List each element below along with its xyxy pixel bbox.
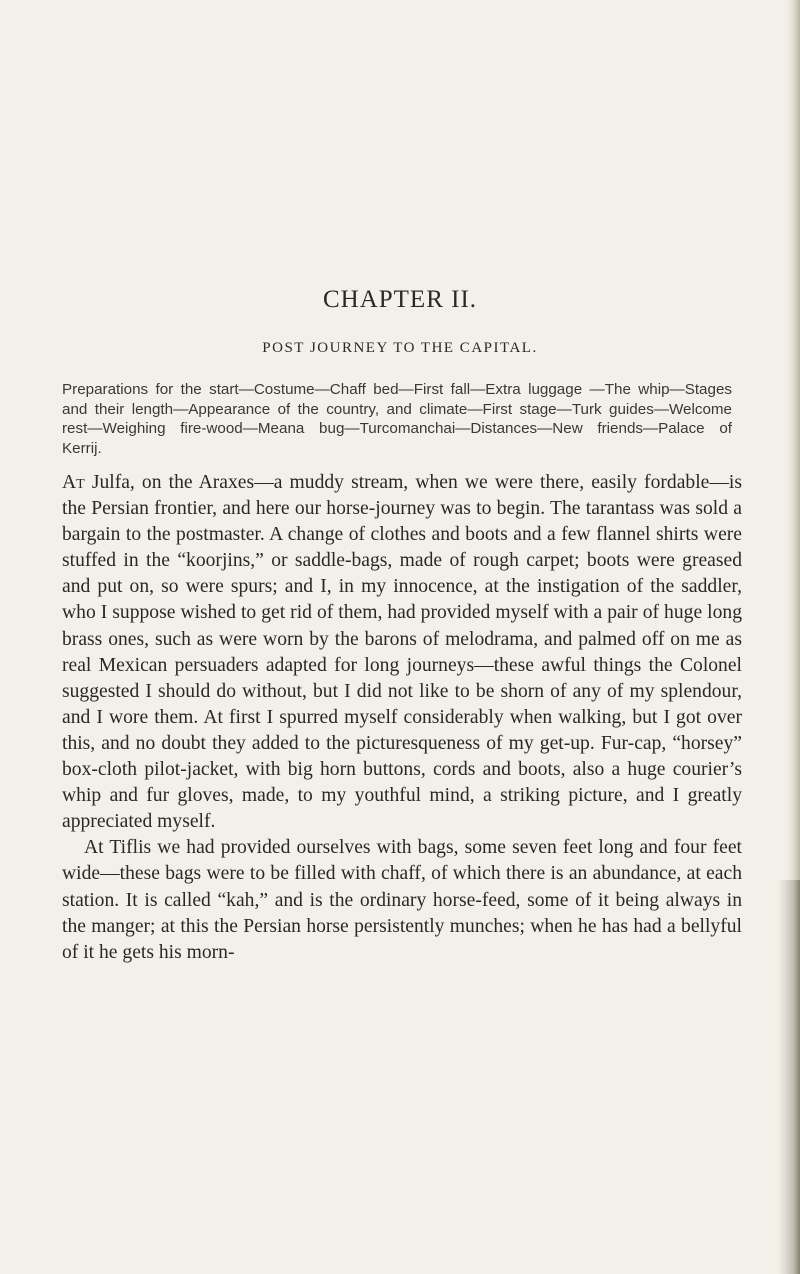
paragraph-1-text: Julfa, on the Araxes—a muddy stream, when we were there, easily fordable—is the Persian frontier, and here our horse-journey was to begin. The tarantass was sold a bargain to the postmaster. A change of clothes and boots and a few flannel shirts were stuffed in the “koorjins,” or saddle-bags, made of rough carpet; boots were greased and put on, so were spurs; and I, in my innocence, at the instigation of the saddler, who I suppose wished to get rid of them, had provided myself with a pair of huge long brass ones, such as were worn by the barons of melodrama, and palmed off on me as real Mexican persuaders adapted for long journeys—these awful things the Colonel suggested I should do without, but I did not like to be shorn of any of my splendour, and I wore them. At first I spurred myself considerably when walking, but I got over this, and no doubt they added to the picturesqueness of my get-up. Fur-cap, “horsey” box-cloth pilot-jacket, with big horn buttons, cords and boots, also a huge courier’s whip and fur gloves, made, to my youthful mind, a striking picture, and I greatly appreciated myself. [62,472,742,833]
paragraph-2: At Tiflis we had provided ourselves with bags, some seven feet long and four feet wide—these bags were to be filled with chaff, of which there is an abundance, at each station. It is called “kah,” and is the ordinary horse-feed, some of it being always in the manger; at this the Persian horse persistently munches; when he has had a bellyful of it he gets his morn- [62,837,742,963]
chapter-title: CHAPTER II. [322,286,478,313]
body-text [62,470,742,966]
chapter-subtitle: POST JOURNEY TO THE CAPITAL. [262,340,538,356]
page-edge-binding [778,880,800,1274]
chapter-summary: Preparations for the start—Costume—Chaff bed—First fall—Extra luggage —The whip—Stages and their length—Appearance of the country, and climate—First stage—Turk guides—Welcome rest—Weighing fire-wood—Meana bug—Turcomanchai—Distances—New friends—Palace of Kerrij. [62,381,732,457]
opening-word: At [62,472,85,493]
paragraph-1 [62,470,742,835]
